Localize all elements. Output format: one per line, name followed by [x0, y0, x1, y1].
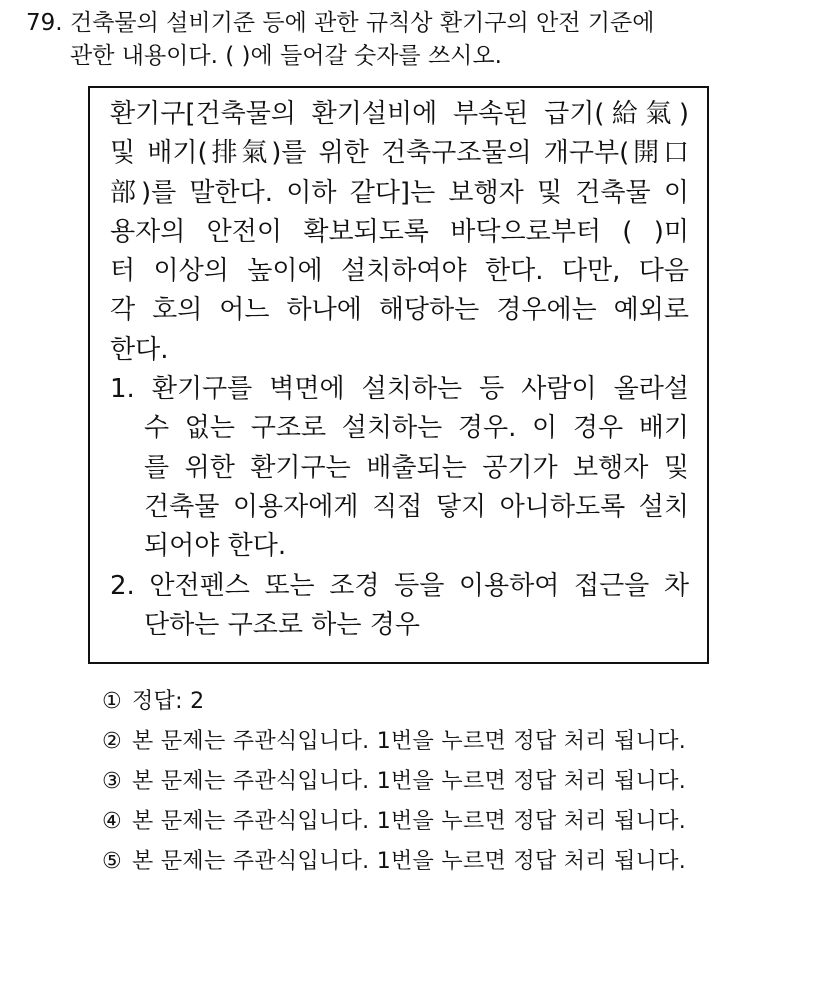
passage-item-1: [110, 370, 689, 566]
passage-line: 터 이상의 높이에 설치하여야 한다. 다만, 다음: [110, 256, 689, 287]
answer-options: [102, 687, 752, 887]
passage-item-first-line: 1. 환기구를 벽면에 설치하는 등 사람이 올라설: [110, 374, 689, 405]
question: [26, 7, 786, 73]
passage-item-line: 건축물 이용자에게 직접 닿지 아니하도록 설치: [144, 491, 689, 522]
option-text: 본 문제는 주관식입니다. 1번을 누르면 정답 처리 됩니다.: [132, 849, 687, 874]
passage-box: [88, 86, 709, 664]
option-marker: ⑤: [102, 849, 122, 874]
option-4[interactable]: [102, 807, 752, 837]
passage-item-line: 단하는 구조로 하는 경우: [144, 609, 420, 640]
option-5[interactable]: [102, 847, 752, 877]
option-marker: ③: [102, 769, 122, 794]
option-marker: ①: [102, 689, 122, 714]
option-3[interactable]: [102, 767, 752, 797]
passage-item-first-line: 2. 안전펜스 또는 조경 등을 이용하여 접근을 차: [110, 570, 689, 601]
option-marker: ④: [102, 809, 122, 834]
option-marker: ②: [102, 729, 122, 754]
option-2[interactable]: [102, 727, 752, 757]
passage-line: 및 배기(排氣)를 위한 건축구조물의 개구부(開口: [110, 138, 689, 169]
passage-item-2: [110, 567, 689, 646]
passage-line: 각 호의 어느 하나에 해당하는 경우에는 예외로: [110, 295, 689, 326]
passage-item-line: 되어야 한다.: [144, 531, 287, 562]
passage-item-line: 를 위한 환기구는 배출되는 공기가 보행자 및: [144, 452, 689, 483]
passage-line: 한다.: [110, 334, 169, 365]
passage-line: 환기구[건축물의 환기설비에 부속된 급기(給氣): [110, 99, 689, 129]
question-text-line-1: 건축물의 설비기준 등에 관한 규칙상 환기구의 안전 기준에: [70, 10, 655, 36]
passage-line: 部)를 말한다. 이하 같다]는 보행자 및 건축물 이: [110, 177, 689, 208]
passage-item-line: 수 없는 구조로 설치하는 경우. 이 경우 배기: [144, 413, 689, 444]
question-text-line-2: 관한 내용이다. ( )에 들어갈 숫자를 쓰시오.: [70, 43, 502, 69]
option-text: 정답: 2: [132, 689, 205, 714]
option-text: 본 문제는 주관식입니다. 1번을 누르면 정답 처리 됩니다.: [132, 809, 687, 834]
passage-line: 용자의 안전이 확보되도록 바닥으로부터 ( )미: [110, 216, 689, 247]
question-number: 79.: [26, 10, 63, 36]
option-text: 본 문제는 주관식입니다. 1번을 누르면 정답 처리 됩니다.: [132, 769, 687, 794]
option-1[interactable]: [102, 687, 752, 717]
option-text: 본 문제는 주관식입니다. 1번을 누르면 정답 처리 됩니다.: [132, 729, 687, 754]
